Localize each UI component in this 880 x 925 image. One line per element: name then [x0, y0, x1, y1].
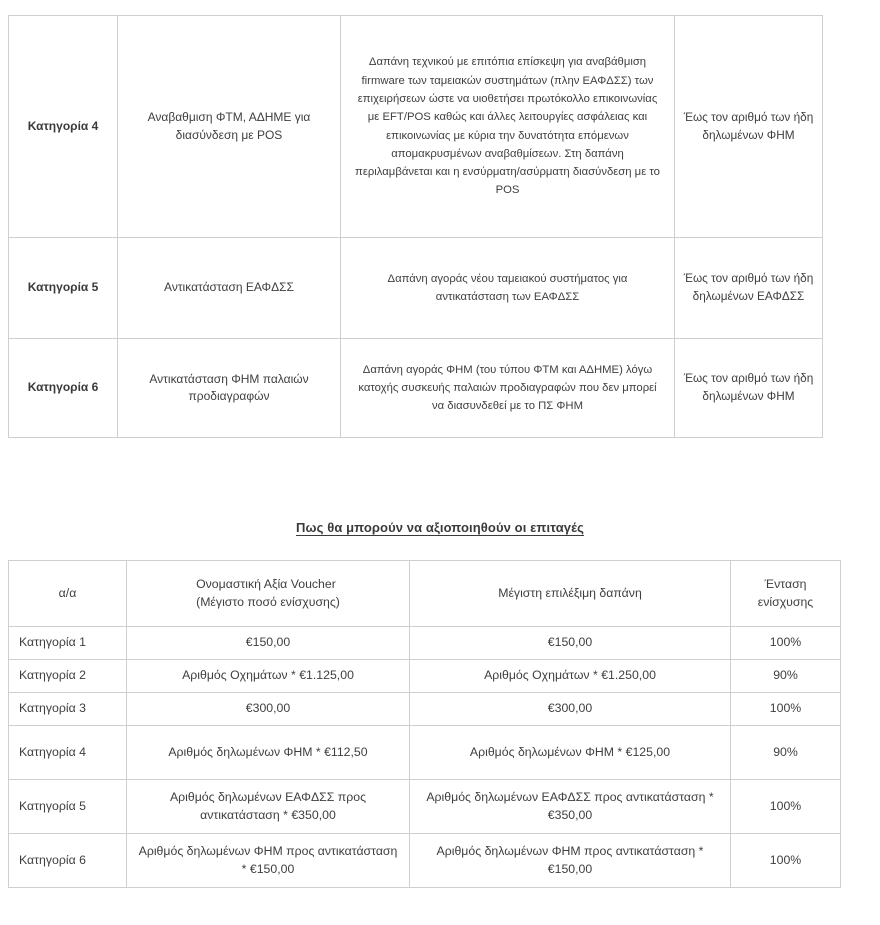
- category-description: Αναβαθμιση ΦΤΜ, ΑΔΗΜΕ για διασύνδεση με POS: [118, 16, 341, 238]
- column-header-aa: α/α: [9, 561, 127, 627]
- table-row: [9, 339, 823, 438]
- column-header-max-expense: Μέγιστη επιλέξιμη δαπάνη: [410, 561, 731, 627]
- category-description: Αντικατάσταση ΕΑΦΔΣΣ: [118, 238, 341, 339]
- voucher-category: Κατηγορία 1: [9, 627, 127, 660]
- categories-table-body: [9, 16, 823, 438]
- column-header-nominal-line1: Ονομαστική Αξία Voucher: [196, 576, 336, 591]
- category-label: Κατηγορία 4: [9, 16, 118, 238]
- category-limit: Έως τον αριθμό των ήδη δηλωμένων ΦΗΜ: [675, 339, 823, 438]
- voucher-intensity: 90%: [731, 660, 841, 693]
- voucher-intensity: 90%: [731, 726, 841, 780]
- voucher-nominal-value: €150,00: [127, 627, 410, 660]
- table-row: [9, 16, 823, 238]
- voucher-intensity: 100%: [731, 693, 841, 726]
- voucher-category: Κατηγορία 3: [9, 693, 127, 726]
- table-row: [9, 693, 841, 726]
- table-row: [9, 238, 823, 339]
- table-row: [9, 660, 841, 693]
- voucher-intensity: 100%: [731, 627, 841, 660]
- category-detail: Δαπάνη τεχνικού με επιτόπια επίσκεψη για αναβάθμιση firmware των ταμειακών συστημάτων (πλην ΕΑΦΔΣΣ) των επιχειρήσεων ώστε να υιοθετήσει πρωτόκολλο επικοινωνίας με EFT/POS καθώς και άλλες λειτουργίες ασφάλειας και επικοινωνίας με κύρια την δυνατότητα επόμενων απομακρυσμένων αναβαθμίσεων. Στη δαπάνη περιλαμβάνεται και η ενσύρματη/ασύρματη διασύνδεση με το POS: [341, 16, 675, 238]
- vouchers-table-head: [9, 561, 841, 627]
- vouchers-table-body: [9, 627, 841, 888]
- voucher-nominal-value: €300,00: [127, 693, 410, 726]
- categories-table: [8, 15, 823, 438]
- voucher-max-expense: Αριθμός δηλωμένων ΦΗΜ προς αντικατάσταση * €150,00: [410, 834, 731, 888]
- voucher-nominal-value: Αριθμός δηλωμένων ΦΗΜ * €112,50: [127, 726, 410, 780]
- section-heading: [0, 520, 880, 535]
- voucher-max-expense: €300,00: [410, 693, 731, 726]
- table-row: [9, 627, 841, 660]
- table-row: [9, 780, 841, 834]
- voucher-category: Κατηγορία 5: [9, 780, 127, 834]
- voucher-max-expense: €150,00: [410, 627, 731, 660]
- column-header-intensity-line2: ενίσχυσης: [757, 594, 814, 609]
- category-description: Αντικατάσταση ΦΗΜ παλαιών προδιαγραφών: [118, 339, 341, 438]
- voucher-nominal-value: Αριθμός Οχημάτων * €1.125,00: [127, 660, 410, 693]
- voucher-nominal-value: Αριθμός δηλωμένων ΕΑΦΔΣΣ προς αντικατάσταση * €350,00: [127, 780, 410, 834]
- voucher-category: Κατηγορία 4: [9, 726, 127, 780]
- category-label: Κατηγορία 5: [9, 238, 118, 339]
- column-header-nominal-value: [127, 561, 410, 627]
- category-label: Κατηγορία 6: [9, 339, 118, 438]
- category-detail: Δαπάνη αγοράς νέου ταμειακού συστήματος για αντικατάσταση των ΕΑΦΔΣΣ: [341, 238, 675, 339]
- column-header-intensity-line1: Ένταση: [764, 576, 807, 591]
- voucher-category: Κατηγορία 6: [9, 834, 127, 888]
- vouchers-table: [8, 560, 841, 888]
- category-limit: Έως τον αριθμό των ήδη δηλωμένων ΕΑΦΔΣΣ: [675, 238, 823, 339]
- category-detail: Δαπάνη αγοράς ΦΗΜ (του τύπου ΦΤΜ και ΑΔΗΜΕ) λόγω κατοχής συσκευής παλαιών προδιαγραφών που δεν μπορεί να διασυνδεθεί με το ΠΣ ΦΗΜ: [341, 339, 675, 438]
- voucher-max-expense: Αριθμός δηλωμένων ΕΑΦΔΣΣ προς αντικατάσταση * €350,00: [410, 780, 731, 834]
- table-row: [9, 726, 841, 780]
- voucher-intensity: 100%: [731, 780, 841, 834]
- section-heading-text: Πως θα μπορούν να αξιοποιηθούν οι επιταγές: [296, 520, 584, 535]
- table-header-row: [9, 561, 841, 627]
- voucher-max-expense: Αριθμός Οχημάτων * €1.250,00: [410, 660, 731, 693]
- table-row: [9, 834, 841, 888]
- column-header-intensity: [731, 561, 841, 627]
- voucher-category: Κατηγορία 2: [9, 660, 127, 693]
- voucher-max-expense: Αριθμός δηλωμένων ΦΗΜ * €125,00: [410, 726, 731, 780]
- voucher-nominal-value: Αριθμός δηλωμένων ΦΗΜ προς αντικατάσταση * €150,00: [127, 834, 410, 888]
- voucher-intensity: 100%: [731, 834, 841, 888]
- column-header-nominal-line2: (Μέγιστο ποσό ενίσχυσης): [196, 594, 340, 609]
- category-limit: Έως τον αριθμό των ήδη δηλωμένων ΦΗΜ: [675, 16, 823, 238]
